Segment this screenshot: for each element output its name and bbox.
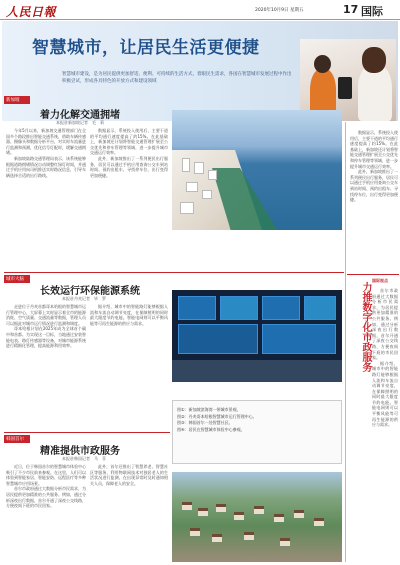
monitor-screen: [178, 324, 258, 354]
article-title: 着力化解交通拥堵: [40, 110, 120, 121]
paragraph: 走进位于丹麦首都哥本哈根的智慧城市运行管理中心，大屏幕上实时显示着全市的能源消耗、空气质量、交通流量等数据，管理人员可以据此对城市运行情况进行监测和调度。: [6, 304, 86, 326]
side-label: 国际视点: [372, 278, 388, 283]
article-title: 精准提供市政服务: [40, 446, 120, 457]
section-divider: [4, 432, 170, 433]
caption-line: 图①：新加坡滨海湾一带城市景观。: [177, 407, 241, 412]
column-divider: [345, 122, 346, 562]
side-body: [372, 288, 398, 558]
house: [280, 538, 290, 546]
house: [212, 534, 222, 542]
article-title: 长效运行环保能源系统: [40, 286, 140, 297]
caption-line: 图②：丹麦哥本哈根智慧城市运行管理中心。: [177, 413, 257, 419]
person-head: [362, 47, 386, 73]
building: [194, 162, 204, 174]
house: [216, 504, 226, 512]
house: [190, 528, 200, 536]
caption-line: 图③：韩国首尔一处智慧社区。: [177, 420, 233, 425]
paragraph: 据介绍，城市中的智能路灯能够根据人流和车流自动调节亮度，在保障照明的同时最大限度节约电能。智能电网则可以平衡风能等可再生能源的供应与需求。: [90, 304, 168, 326]
house: [254, 506, 264, 514]
paragraph: 据介绍，城市中的智能路灯能够根据人流和车流自动调节亮度，在保障照明的同时最大限度节约电能。智能电网则可以平衡风能等可再生能源的供应与需求。: [372, 360, 398, 428]
hero-photo: [300, 39, 396, 121]
house: [198, 508, 208, 516]
side-body-top: [350, 130, 398, 270]
article-body-col: [90, 464, 168, 562]
side-rule: [347, 274, 399, 275]
house: [314, 518, 324, 526]
monitor-screen: [262, 324, 336, 354]
building: [186, 182, 198, 192]
paragraph: 首尔市政府通过大数据分析市民需求，为居民提供更加精准的公共服务。例如，通过分析深夜出行数据，首尔开通了深夜公交线路，方便夜间下班的市民回家。: [6, 486, 86, 509]
paragraph: 此外，首尔还推出了智慧养老、智慧社区等服务，利用物联网技术对独居老人的生活状况进行监测，在出现异常时及时通知相关人员，保障老人的安全。: [90, 464, 168, 486]
house: [274, 514, 284, 522]
person-figure: [358, 65, 392, 121]
caption-line: 图④：居民在智慧城市体验中心参观。: [177, 426, 245, 432]
newspaper-logo: 人民日報: [6, 5, 57, 19]
house: [234, 512, 244, 520]
caption-box: [172, 400, 342, 464]
phone-image: [338, 77, 352, 99]
paragraph: 首尔市政府通过大数据分析市民需求，为居民提供更加精准的公共服务。例如，通过分析深夜出行数据，首尔开通了深夜公交线路，方便夜间下班的市民回家。: [372, 288, 398, 361]
article-body-col: [6, 128, 86, 268]
article-byline: 本报驻韩国记者 马 菲: [62, 456, 106, 461]
article-body-col: [90, 128, 168, 268]
building: [180, 202, 194, 214]
paragraph: 今年5月以来，新加坡交通管理部门在全国多个路段推出智能交通系统，借助车辆传感器、摄像头和数据分析平台，对实时车流量进行监测和预测，优化信号灯配时，缓解交通拥堵。: [6, 128, 86, 156]
article-body-col: [6, 464, 86, 562]
control-desk: [172, 360, 342, 382]
paragraph: 数据显示，系统投入使用后，主要干道的平均通行速度提高了约15%。在此基础上，新加坡还计划将智能交通管理扩展至公交优先和停车管理等领域，进一步提升城市交通运行效率。: [90, 128, 168, 156]
photo-singapore-coast: [172, 110, 342, 230]
photo-control-center: [172, 290, 342, 382]
paragraph: 此外，新加坡推出了一系列便民出行服务，居民可以通过手机应用查询公交车到站时间、预约出租车、寻找停车位，出行变得更加便捷。: [350, 169, 398, 203]
masthead: [0, 0, 400, 20]
house: [182, 502, 192, 510]
house: [244, 532, 254, 540]
paragraph: 新加坡陆路交通管理局表示，该系统能够根据道路拥堵情况自动调整红绿灯时间，并通过手机应用向司机推送实时路况信息，引导车辆选择合适的出行路线。: [6, 155, 86, 178]
article-byline: 本报驻新加坡记者 毛 莉: [56, 120, 104, 125]
monitor-screen: [220, 296, 258, 320]
photo-residential-area: [172, 472, 342, 562]
paragraph: 数据显示，系统投入使用后，主要干道的平均通行速度提高了约15%。在此基础上，新加坡还计划将智能交通管理扩展至公交优先和停车管理等领域，进一步提升城市交通运行效率。: [350, 130, 398, 169]
page-number: 17: [343, 3, 359, 16]
hero-title: 智慧城市，让居民生活更便捷: [32, 38, 260, 58]
paragraph: 哥本哈根计划在2025年成为全球首个碳中和首都。为实现这一目标，当地通过安装智能电表、路灯传感器等设备，对城市能源系统进行精细化管理，提高能源利用效率。: [6, 326, 86, 349]
article-body-col: [6, 304, 86, 432]
house: [294, 510, 304, 518]
hero-subtitle: 智慧城市建设，是为居民提供更加舒适、便利、可持续的生活方式，着眼民生需求，各国在智慧城市发展过程中作出积极尝试，形成各具特色的开放方式和建设领域: [62, 72, 292, 84]
article-byline: 本报驻丹麦记者 毕 罗: [62, 296, 106, 301]
page-name: 国际: [361, 5, 383, 18]
side-title: 力推数字化市政服务: [360, 282, 371, 372]
building: [182, 158, 190, 172]
dateline: 2020年10月9日 星期五: [255, 8, 304, 13]
section-tag: 新加坡: [4, 96, 30, 104]
article-body-col: [90, 304, 168, 432]
monitor-screen: [262, 296, 300, 320]
monitor-screen: [304, 296, 336, 320]
paragraph: 此外，新加坡推出了一系列便民出行服务，居民可以通过手机应用查询公交车到站时间、预约出租车、寻找停车位，出行变得更加便捷。: [90, 155, 168, 178]
person-head: [314, 55, 331, 73]
building: [208, 170, 217, 180]
monitor-screen: [178, 296, 216, 320]
section-tag: 城市大脑: [4, 275, 30, 283]
paragraph: 近日，位于韩国首尔的智慧城市体验中心吸引了不少市民前来参观。在这里，人们可以体验到智能家居、智能安防、远程医疗等多种智慧城市应用场景。: [6, 464, 86, 486]
section-tag: 韩国首尔: [4, 435, 30, 443]
section-divider: [4, 272, 344, 273]
building: [202, 190, 212, 199]
